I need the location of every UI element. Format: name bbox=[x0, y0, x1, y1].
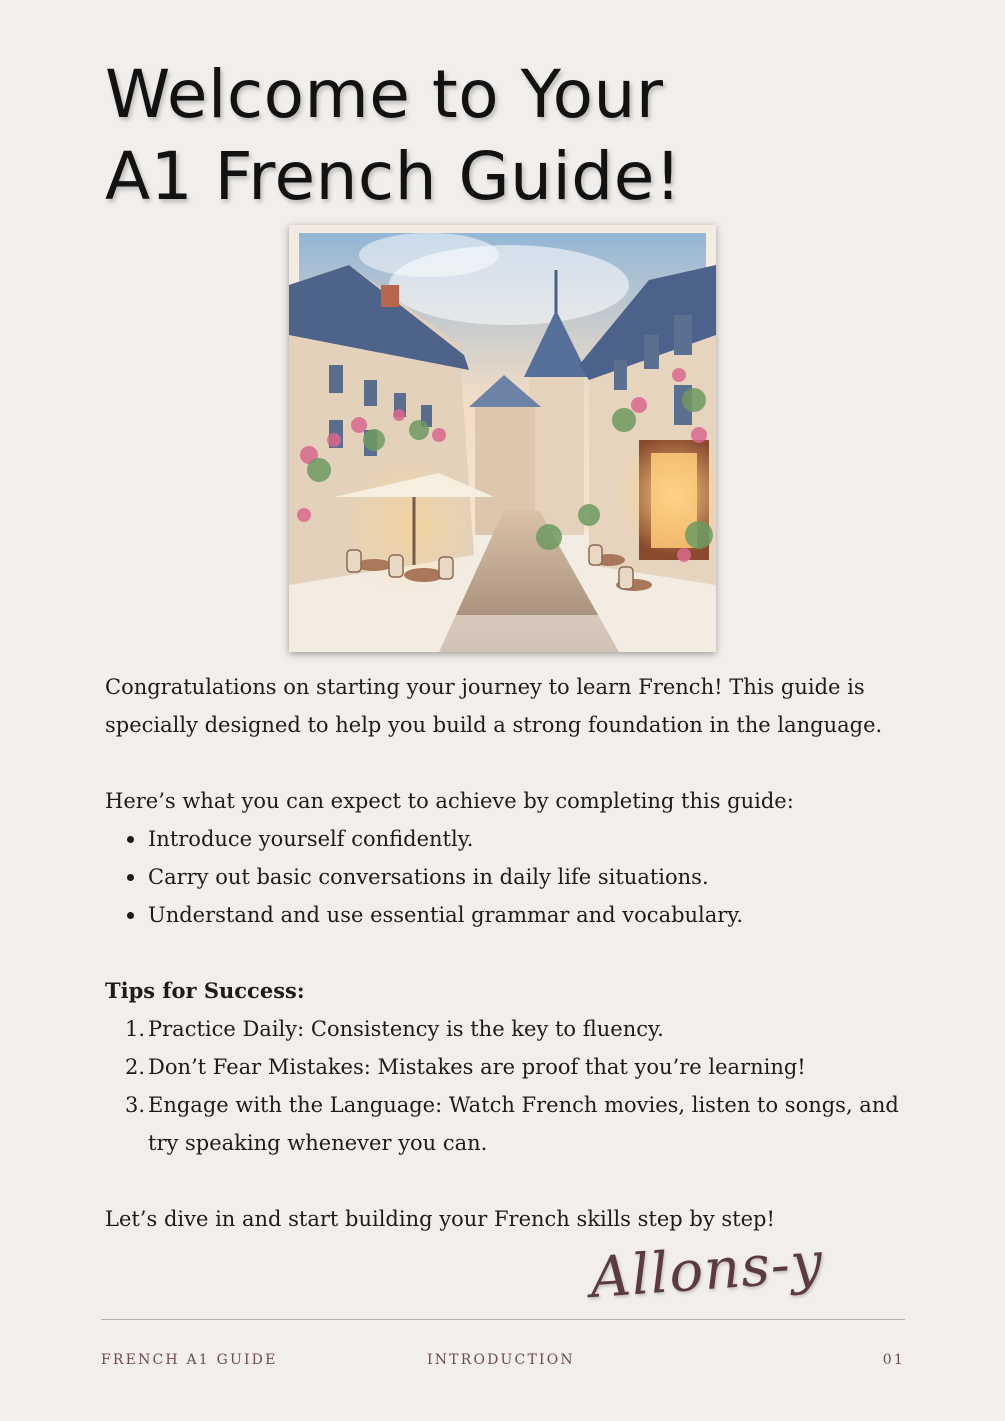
signature: Allons-y bbox=[588, 1229, 826, 1312]
closing-line: Let’s dive in and start building your French skills step by step! bbox=[105, 1207, 775, 1231]
list-item bbox=[105, 1086, 915, 1162]
tip-number: 1. bbox=[125, 1017, 146, 1041]
footer-section: INTRODUCTION bbox=[427, 1352, 575, 1368]
tip-number: 2. bbox=[125, 1055, 146, 1079]
list-item bbox=[105, 1010, 915, 1048]
footer-divider bbox=[101, 1319, 905, 1320]
tip-text: Don’t Fear Mistakes: Mistakes are proof that you’re learning! bbox=[148, 1055, 806, 1079]
tip-text: Engage with the Language: Watch French movies, listen to songs, and try speaking whenever you can. bbox=[148, 1093, 899, 1155]
title-line-2: A1 French Guide! bbox=[105, 138, 682, 215]
page-number: 01 bbox=[882, 1352, 905, 1368]
tip-number: 3. bbox=[125, 1093, 146, 1117]
intro-line-1: Congratulations on starting your journey to learn French! This guide is bbox=[105, 675, 865, 699]
list-item bbox=[105, 1048, 915, 1086]
list-item: Carry out basic conversations in daily life situations. bbox=[105, 858, 915, 896]
body-text bbox=[105, 668, 915, 1238]
tip-text: Practice Daily: Consistency is the key to fluency. bbox=[148, 1017, 664, 1041]
expect-lead: Here’s what you can expect to achieve by completing this guide: bbox=[105, 789, 794, 813]
tips-list bbox=[105, 1010, 915, 1162]
street-cafe-illustration bbox=[289, 225, 716, 652]
intro-line-2: specially designed to help you build a strong foundation in the language. bbox=[105, 713, 883, 737]
expectations-list bbox=[105, 820, 915, 934]
list-item: Introduce yourself confidently. bbox=[105, 820, 915, 858]
list-item: Understand and use essential grammar and vocabulary. bbox=[105, 896, 915, 934]
title-line-1: Welcome to Your bbox=[105, 56, 664, 133]
tips-heading: Tips for Success: bbox=[105, 978, 305, 1003]
footer-guide-name: FRENCH A1 GUIDE bbox=[101, 1352, 278, 1368]
page-title bbox=[105, 54, 885, 218]
